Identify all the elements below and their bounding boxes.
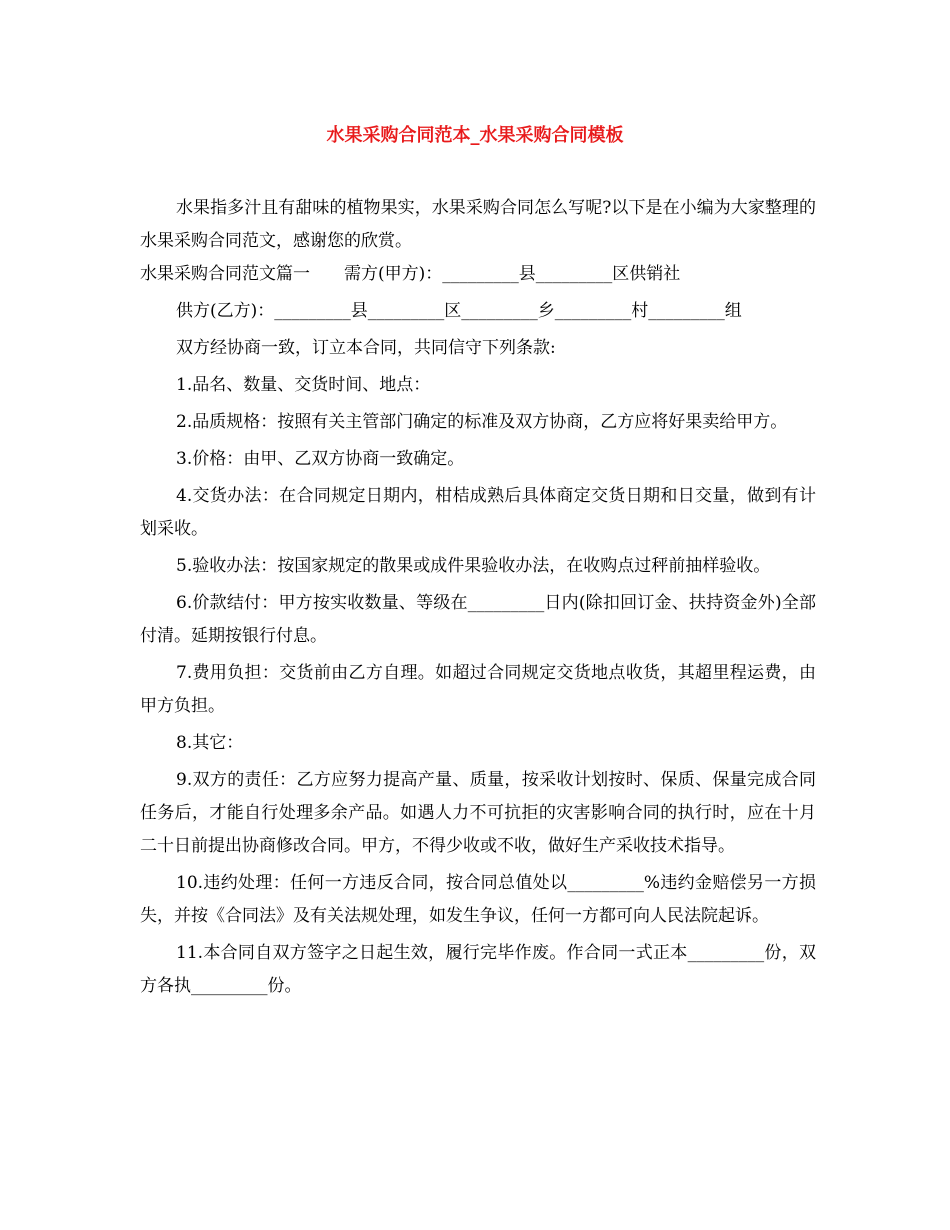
contract-header-buyer: 水果采购合同范文篇一 需方(甲方)：_________县_________区供销社 xyxy=(140,264,681,284)
clause-5: 5.验收办法：按国家规定的散果或成件果验收办法，在收购点过秤前抽样验收。 xyxy=(176,556,771,576)
clause-4: 4.交货办法：在合同规定日期内，柑桔成熟后具体商定交货日期和日交量，做到有计划采收。 xyxy=(140,486,816,539)
clause-11: 11.本合同自双方签字之日起生效，履行完毕作废。作合同一式正本_________份，双方各执_________份。 xyxy=(140,943,816,996)
contract-header-seller: 供方(乙方)：_________县_________区_________乡_________村_________组 xyxy=(176,301,742,321)
document-body xyxy=(140,192,816,1003)
clause-8: 8.其它： xyxy=(176,733,244,753)
clause-1: 1.品名、数量、交货时间、地点： xyxy=(176,375,431,395)
intro-paragraph: 水果指多汁且有甜味的植物果实，水果采购合同怎么写呢?以下是在小编为大家整理的水果采购合同范文，感谢您的欣赏。 xyxy=(140,198,816,251)
clause-2: 2.品质规格：按照有关主管部门确定的标准及双方协商，乙方应将好果卖给甲方。 xyxy=(176,412,788,432)
clause-3: 3.价格：由甲、乙双方协商一致确定。 xyxy=(176,449,465,469)
clause-7: 7.费用负担：交货前由乙方自理。如超过合同规定交货地点收货，其超里程运费，由甲方负担。 xyxy=(140,663,816,716)
clause-6: 6.价款结付：甲方按实收数量、等级在_________日内(除扣回订金、扶持资金外)全部付清。延期按银行付息。 xyxy=(140,593,816,646)
agreement-statement: 双方经协商一致，订立本合同，共同信守下列条款: xyxy=(176,338,556,358)
document-title: 水果采购合同范本_水果采购合同模板 xyxy=(326,125,624,146)
clause-9: 9.双方的责任：乙方应努力提高产量、质量，按采收计划按时、保质、保量完成合同任务后，才能自行处理多余产品。如遇人力不可抗拒的灾害影响合同的执行时，应在十月二十日前提出协商修改合同。甲方，不得少收或不收，做好生产采收技术指导。 xyxy=(140,770,816,856)
clause-10: 10.违约处理：任何一方违反合同，按合同总值处以_________%违约金赔偿另一方损失，并按《合同法》及有关法规处理，如发生争议，任何一方都可向人民法院起诉。 xyxy=(140,873,816,926)
